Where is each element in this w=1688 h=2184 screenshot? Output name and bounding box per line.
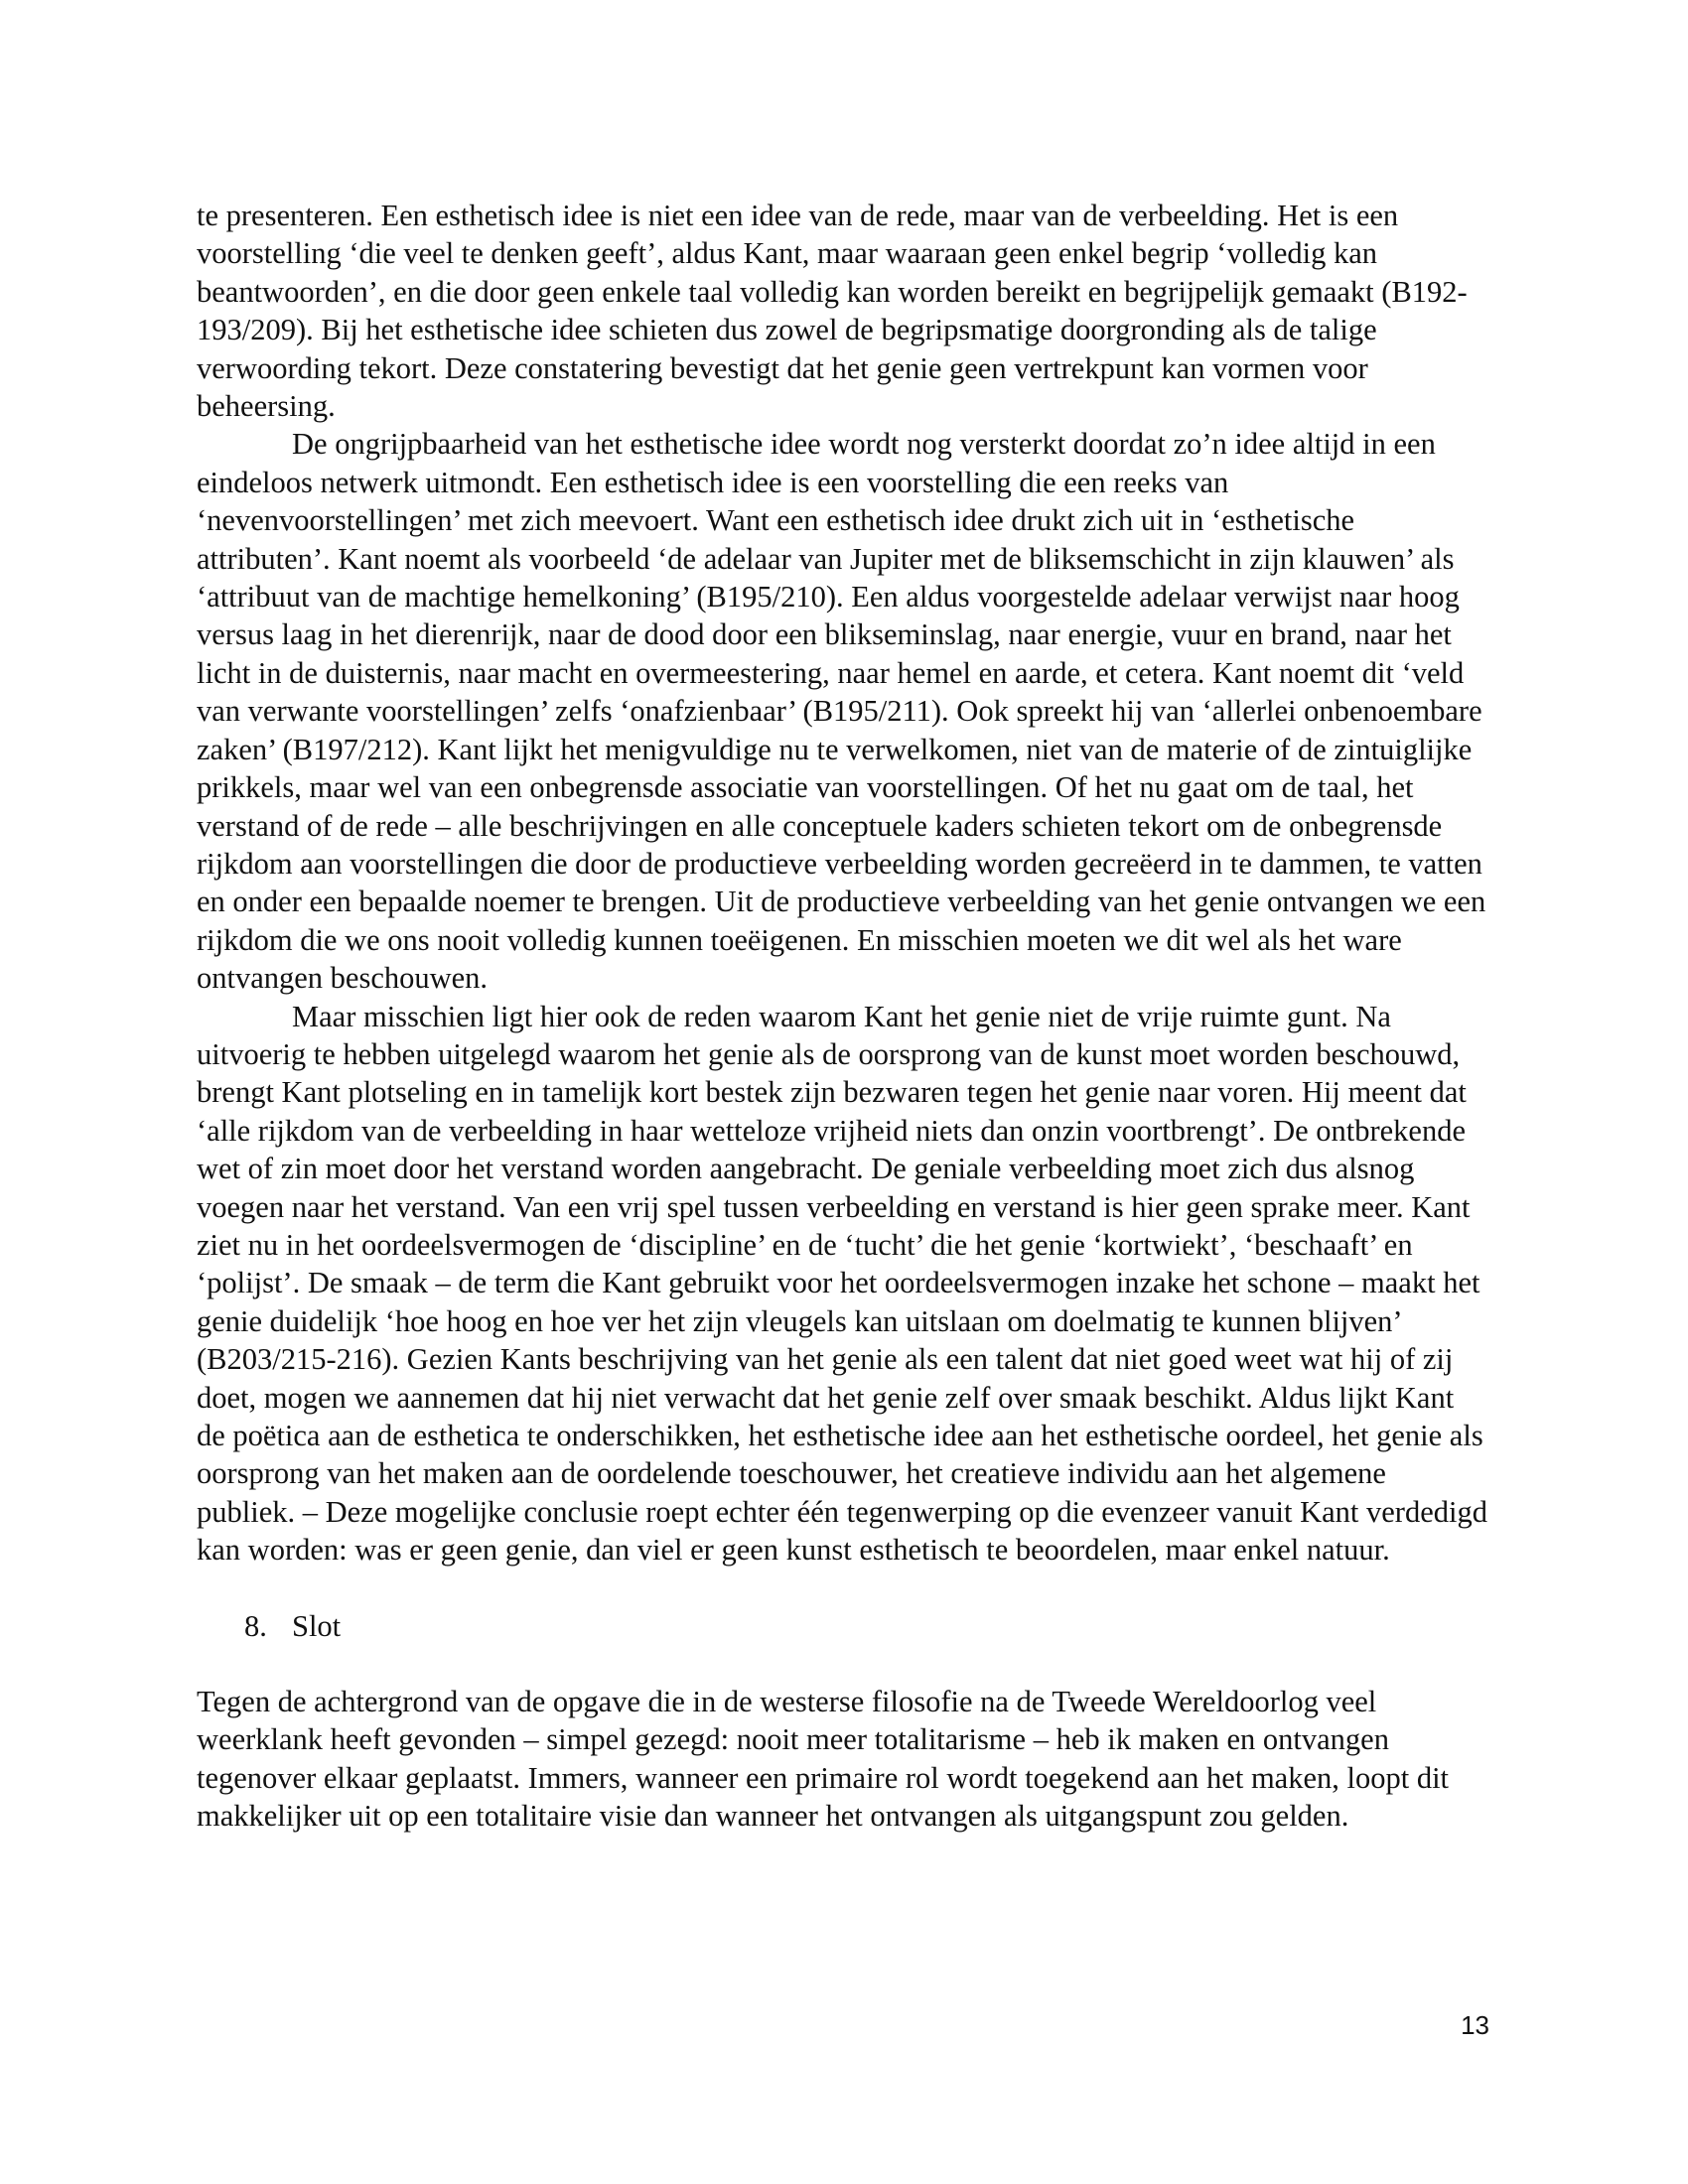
paragraph-slot: Tegen de achtergrond van de opgave die in de westerse filosofie na de Tweede Wereldoorlog veel weerklank heeft gevonden – simpel gezegd: nooit meer totalitarisme – heb ik maken en ontvangen tegenover elkaar geplaatst. Immers, wanneer een primaire rol wordt toegekend aan het maken, loopt dit makkelijker uit op een totalitaire visie dan wanneer het ontvangen als uitgangspunt zou gelden.: [197, 1685, 1450, 1834]
page-body: [197, 197, 1489, 1836]
paragraph-genie-discipline: Maar misschien ligt hier ook de reden waarom Kant het genie niet de vrije ruimte gunt. Na uitvoerig te hebben uitgelegd waarom het genie als de oorsprong van de kunst moet worden beschouwd, brengt Kant plotseling en in tamelijk kort bestek zijn bezwaren tegen het genie naar voren. Hij meent dat ‘alle rijkdom van de verbeelding in haar wetteloze vrijheid niets dan onzin voortbrengt’. De ontbrekende wet of zin moet door het verstand worden aangebracht. De geniale verbeelding moet zich dus alsnog voegen naar het verstand. Van een vrij spel tussen verbeelding en verstand is hier geen sprake meer. Kant ziet nu in het oordeelsvermogen de ‘discipline’ en de ‘tucht’ die het genie ‘kortwiekt’, ‘beschaaft’ en ‘polijst’. De smaak – de term die Kant gebruikt voor het oordeelsvermogen inzake het schone – maakt het genie duidelijk ‘hoe hoog en hoe ver het zijn vleugels kan uitslaan om doelmatig te kunnen blijven’ (B203/215-216). Gezien Kants beschrijving van het genie als een talent dat niet goed weet wat hij of zij doet, mogen we aannemen dat hij niet verwacht dat het genie zelf over smaak beschikt. Aldus lijkt Kant de poëtica aan de esthetica te onderschikken, het esthetische idee aan het esthetische oordeel, het genie als oorsprong van het maken aan de oordelende toeschouwer, het creatieve individu aan het algemene publiek. – Deze mogelijke conclusie roept echter één tegenwerping op die evenzeer vanuit Kant verdedigd kan worden: was er geen genie, dan viel er geen kunst esthetisch te beoordelen, maar enkel natuur.: [197, 999, 1487, 1568]
section-heading: [197, 1607, 1489, 1645]
page-number: 13: [1461, 2010, 1489, 2040]
paragraph-continuation: te presenteren. Een esthetisch idee is niet een idee van de rede, maar van de verbeelding. Het is een voorstelling ‘die veel te denken geeft’, aldus Kant, maar waaraan geen enkel begrip ‘volledig kan beantwoorden’, en die door geen enkele taal volledig kan worden bereikt en begrijpelijk gemaakt (B192-193/209). Bij het esthetische idee schieten dus zowel de begripsmatige doorgronding als de talige verwoording tekort. Deze constatering bevestigt dat het genie geen vertrekpunt kan vormen voor beheersing.: [197, 199, 1468, 424]
paragraph-esthetic-idea: De ongrijpbaarheid van het esthetische idee wordt nog versterkt doordat zo’n idee altijd in een eindeloos netwerk uitmondt. Een esthetisch idee is een voorstelling die een reeks van ‘nevenvoorstellingen’ met zich meevoert. Want een esthetisch idee drukt zich uit in ‘esthetische attributen’. Kant noemt als voorbeeld ‘de adelaar van Jupiter met de bliksemschicht in zijn klauwen’ als ‘attribuut van de machtige hemelkoning’ (B195/210). Een aldus voorgestelde adelaar verwijst naar hoog versus laag in het dierenrijk, naar de dood door een blikseminslag, naar energie, vuur en brand, naar het licht in de duisternis, naar macht en overmeestering, naar hemel en aarde, et cetera. Kant noemt dit ‘veld van verwante voorstellingen’ zelfs ‘onafzienbaar’ (B195/211). Ook spreekt hij van ‘allerlei onbenoembare zaken’ (B197/212). Kant lijkt het menigvuldige nu te verwelkomen, niet van de materie of de zintuiglijke prikkels, maar wel van een onbegrensde associatie van voorstellingen. Of het nu gaat om de taal, het verstand of de rede – alle beschrijvingen en alle conceptuele kaders schieten tekort om de onbegrensde rijkdom aan voorstellingen die door de productieve verbeelding worden gecreëerd in te dammen, te vatten en onder een bepaalde noemer te brengen. Uit de productieve verbeelding van het genie ontvangen we een rijkdom die we ons nooit volledig kunnen toeëigenen. En misschien moeten we dit wel als het ware ontvangen beschouwen.: [197, 427, 1486, 996]
section-title: Slot: [292, 1608, 342, 1643]
section-number: 8.: [244, 1608, 267, 1643]
